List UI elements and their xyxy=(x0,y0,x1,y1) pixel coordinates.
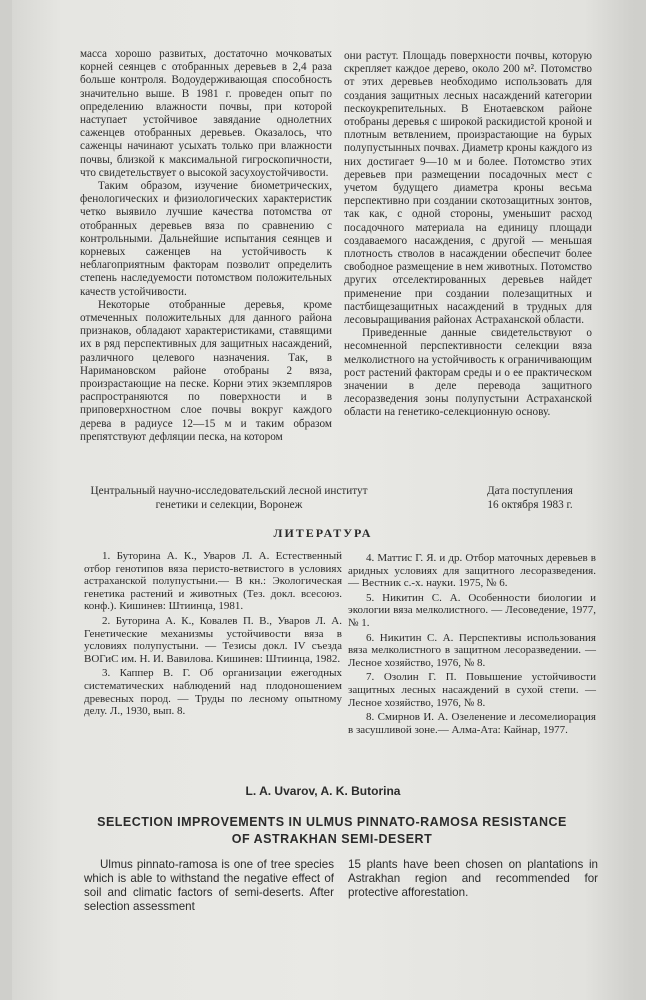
literature-heading: ЛИТЕРАТУРА xyxy=(273,526,373,540)
reference-item: 1. Буторина А. К., Уваров Л. А. Естественный отбор генотипов вяза перисто-ветвистого в условиях астраханской полупустыни.— В кн.: Экологическая генетика растений и животных (Тез. докл. всесоюз. конф.). Кишинев: Штиинца, 1981. xyxy=(84,550,342,613)
reference-item: 6. Никитин С. А. Перспективы использования вяза мелколистного в защитном лесоразведении. — Лесное хозяйство, 1976, № 8. xyxy=(348,631,596,669)
paragraph: Приведенные данные свидетельствуют о несомненной перспективности селекции вяза мелколистного на устойчивость к ограничивающим рост растений факторам среды и о ее практическом значении в деле перевода защитного лесоразведения зоны полупустыни Астраханской области на генетико-селекционную основу. xyxy=(344,327,592,419)
paragraph: Некоторые отобранные деревья, кроме отмеченных положительных для данного района признаков, обладают характеристиками, ставящими их в ряд перспективных для защитных насаждений, различного целевого назначения. Так, в Наримановском районе отобраны 2 вяза, произрастающие на песке. Корни этих экземпляров распространяются по поверхности и в приповерхностном слое почвы вокруг каждого дерева в радиусе 12—15 м и таким образом препятствуют дефляции песка, на котором xyxy=(80,298,332,443)
reference-item: 5. Никитин С. А. Особенности биологии и экологии вяза мелколистного. — Лесоведение, 1977, № 1. xyxy=(348,591,596,629)
reference-item: 2. Буторина А. К., Ковалев П. В., Уваров Л. А. Генетические механизмы устойчивости вяза в условиях полупустыни. — Тезисы докл. IV съезда ВОГиС им. Н. И. Вавилова. Кишинев: Штиинца, 1982. xyxy=(84,614,342,665)
article-column-left xyxy=(80,48,332,444)
paragraph: 15 plants have been chosen on plantations in Astrakhan region and recommended for protective afforestation. xyxy=(348,858,598,899)
paragraph: масса хорошо развитых, достаточно мочковатых корней сеянцев с отобранных деревьев в 2,4 раза больше контроля. Водоудерживающая способность значительно выше. В 1981 г. проведен опыт по определению влажности почвы, при которой наступает устойчивое завядание однолетних саженцев отобранных деревьев. Оказалось, что саженцы начинают усыхать только при влажности почвы, близкой к максимальной гигроскопичности, что свидетельствует о высокой засухоустойчивости. xyxy=(80,48,332,179)
english-authors: L. A. Uvarov, A. K. Butorina xyxy=(245,784,401,798)
english-summary-left xyxy=(84,858,334,914)
english-summary-right xyxy=(348,858,598,900)
references-column-left xyxy=(84,550,342,720)
received-date: 16 октября 1983 г. xyxy=(487,499,573,511)
english-title xyxy=(62,814,602,848)
english-title-line: SELECTION IMPROVEMENTS IN ULMUS PINNATO-RAMOSA RESISTANCE xyxy=(97,815,567,829)
reference-item: 4. Маттис Г. Я. и др. Отбор маточных деревьев в аридных условиях для защитного лесоразведения. — Вестник с.-х. науки. 1975, № 6. xyxy=(348,552,596,590)
reference-item: 7. Озолин Г. П. Повышение устойчивости защитных лесных насаждений в сухой степи. — Лесное хозяйство, 1976, № 8. xyxy=(348,671,596,709)
received-label: Дата поступления xyxy=(487,485,573,497)
paragraph: Таким образом, изучение биометрических, фенологических и физиологических характеристик четко выявило лучшие качества потомства от отобранных деревьев вяза по сравнению с контрольными. Дальнейшие испытания сеянцев и корневых саженцев на устойчивость к неблагоприятным факторам позволит определить степень наследуемости потомством положительных качеств устойчивости. xyxy=(80,180,332,298)
paragraph: Ulmus pinnato-ramosa is one of tree species which is able to withstand the negative effect of soil and climatic factors of semi-deserts. After selection assessment xyxy=(84,858,334,913)
article-column-right xyxy=(344,50,592,420)
institute-affiliation: Центральный научно-исследовательский лесной институт генетики и селекции, Воронеж xyxy=(90,485,368,511)
received-date-block xyxy=(460,484,600,512)
journal-page xyxy=(12,0,634,1000)
paragraph: они растут. Площадь поверхности почвы, которую скрепляет каждое дерево, около 200 м². Потомство от этих деревьев необходимо использовать для создания защитных лесных насаждений категории пескоукрепительных. В Енотаевском районе отобраны деревья с широкой раскидистой кроной и плотным ветвлением, произрастающие на бурых полупустынных почвах. Диаметр кроны каждого из них достигает 9—10 м и более. Потомство этих деревьев при размещении посадочных мест с учетом будущего диаметра кроны весьма перспективно при создании скотозащитных зонтов, так как, с одной стороны, уменьшит расход посадочного материала на единицу площади создаваемого насаждения, с другой — меньшая плотность стволов в насаждении обеспечит более свободное размещение в нем животных. Потомство других отселектированных деревьев найдет применение при создании полезащитных и пастбищезащитных насаждений в трудных для лесовыращивания районах Астраханской области. xyxy=(344,50,592,327)
english-title-line: OF ASTRAKHAN SEMI-DESERT xyxy=(231,832,433,846)
reference-item: 8. Смирнов И. А. Озеленение и лесомелиорация в засушливой зоне.— Алма-Ата: Кайнар, 1977. xyxy=(348,711,596,736)
reference-item: 3. Каппер В. Г. Об организации ежегодных систематических наблюдений над плодоношением древесных пород. — Труды по лесному опытному делу. Л., 1930, вып. 8. xyxy=(84,667,342,718)
references-column-right xyxy=(348,552,596,738)
